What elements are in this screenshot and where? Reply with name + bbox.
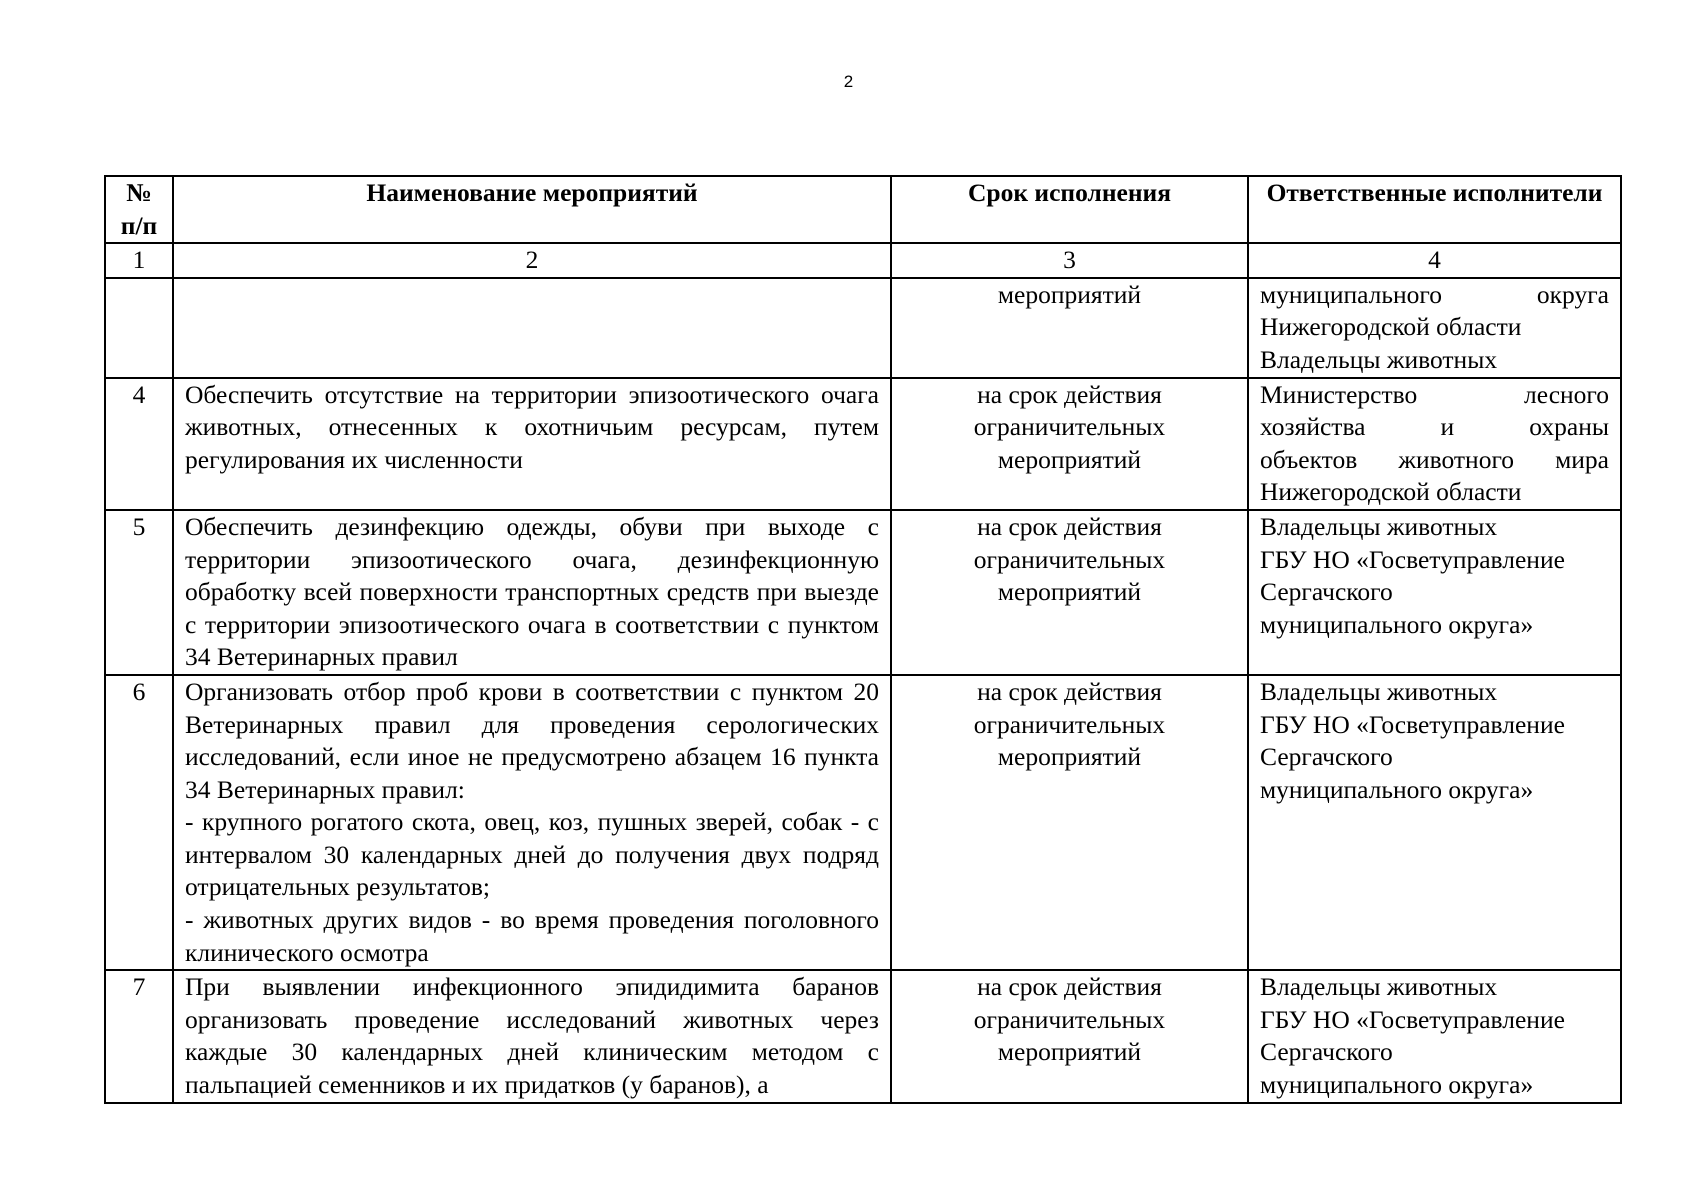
responsible-line: муниципального округа» [1260, 774, 1534, 804]
column-number: 1 [105, 243, 173, 278]
table-row [105, 510, 1621, 675]
term-line: ограничительных [973, 1004, 1166, 1034]
measure-text: Обеспечить отсутствие на территории эпизоотического очага животных, отнесенных к охотничьим ресурсам, путем регулирования их численности [185, 379, 879, 474]
measure-list-item: - крупного рогатого скота, овец, коз, пушных зверей, собак - с интервалом 30 календарных дней до получения двух подряд отрицательных результатов; [185, 807, 879, 902]
responsible-cell [1248, 510, 1621, 675]
header-measure: Наименование мероприятий [173, 176, 891, 243]
page-number: 2 [843, 72, 854, 91]
table-row [105, 675, 1621, 970]
responsible-line: муниципального округа» [1260, 1070, 1534, 1100]
responsible-line: Владельцы животных [1260, 511, 1498, 541]
table-row [105, 378, 1621, 510]
responsible-line: Сергачского [1260, 577, 1393, 607]
term-line: на срок действия [977, 511, 1162, 541]
term-line: ограничительных [973, 412, 1166, 442]
term-line: на срок действия [977, 676, 1162, 706]
term-line: мероприятий [997, 279, 1142, 309]
responsible-cell [1248, 278, 1621, 378]
column-number-row [105, 243, 1621, 278]
measure-cell [173, 278, 891, 378]
responsible-line: объектов животного мира [1260, 444, 1609, 474]
responsible-line: Владельцы животных [1260, 972, 1498, 1002]
responsible-cell [1248, 378, 1621, 510]
column-number: 3 [891, 243, 1248, 278]
measure-text: Обеспечить дезинфекцию одежды, обуви при выходе с территории эпизоотического очага, дезинфекционную обработку всей поверхности транспортных средств при выезде с территории эпизоотического очага в соответствии с пунктом 34 Ветеринарных правил [185, 511, 879, 672]
responsible-cell [1248, 675, 1621, 970]
measures-table [104, 175, 1622, 1104]
responsible-line: ГБУ НО «Госветуправление [1260, 1004, 1565, 1034]
responsible-line: ГБУ НО «Госветуправление [1260, 544, 1565, 574]
responsible-line: Министерство лесного [1260, 379, 1609, 409]
row-number: 6 [105, 675, 173, 970]
term-line: ограничительных [973, 709, 1166, 739]
table-body [105, 278, 1621, 1103]
term-line: на срок действия [977, 379, 1162, 409]
responsible-line: муниципального округа» [1260, 609, 1534, 639]
responsible-line: хозяйства и охраны [1260, 412, 1609, 442]
term-cell [891, 675, 1248, 970]
term-line: на срок действия [977, 972, 1162, 1002]
row-number: 5 [105, 510, 173, 675]
header-number: № п/п [105, 176, 173, 243]
table-row [105, 970, 1621, 1102]
term-line: мероприятий [997, 742, 1142, 772]
responsible-line: Владельцы животных [1260, 344, 1498, 374]
header-term: Срок исполнения [891, 176, 1248, 243]
responsible-line: муниципального округа [1260, 279, 1609, 309]
responsible-line: Сергачского [1260, 742, 1393, 772]
measure-text: При выявлении инфекционного эпидидимита баранов организовать проведение исследований животных через каждые 30 календарных дней клиническим методом с пальпацией семенников и их придатков (у баранов), а [185, 972, 879, 1100]
responsible-line: Владельцы животных [1260, 676, 1498, 706]
measure-cell [173, 378, 891, 510]
table-header-row [105, 176, 1621, 243]
responsible-line: ГБУ НО «Госветуправление [1260, 709, 1565, 739]
term-cell [891, 378, 1248, 510]
term-cell [891, 278, 1248, 378]
header-responsible: Ответственные исполнители [1248, 176, 1621, 243]
measure-text: Организовать отбор проб крови в соответствии с пунктом 20 Ветеринарных правил для проведения серологических исследований, если иное не предусмотрено абзацем 16 пункта 34 Ветеринарных правил: [185, 676, 879, 804]
term-cell [891, 510, 1248, 675]
term-cell [891, 970, 1248, 1102]
responsible-line: Нижегородской области [1260, 477, 1522, 507]
term-line: мероприятий [997, 444, 1142, 474]
row-number: 4 [105, 378, 173, 510]
row-number [105, 278, 173, 378]
measure-cell [173, 510, 891, 675]
row-number: 7 [105, 970, 173, 1102]
responsible-line: Сергачского [1260, 1037, 1393, 1067]
column-number: 4 [1248, 243, 1621, 278]
measure-list-item: - животных других видов - во время проведения поголовного клинического осмотра [185, 905, 879, 967]
term-line: ограничительных [973, 544, 1166, 574]
responsible-line: Нижегородской области [1260, 312, 1522, 342]
term-line: мероприятий [997, 1037, 1142, 1067]
table-row [105, 278, 1621, 378]
measure-cell [173, 675, 891, 970]
column-number: 2 [173, 243, 891, 278]
responsible-cell [1248, 970, 1621, 1102]
measure-cell [173, 970, 891, 1102]
term-line: мероприятий [997, 577, 1142, 607]
